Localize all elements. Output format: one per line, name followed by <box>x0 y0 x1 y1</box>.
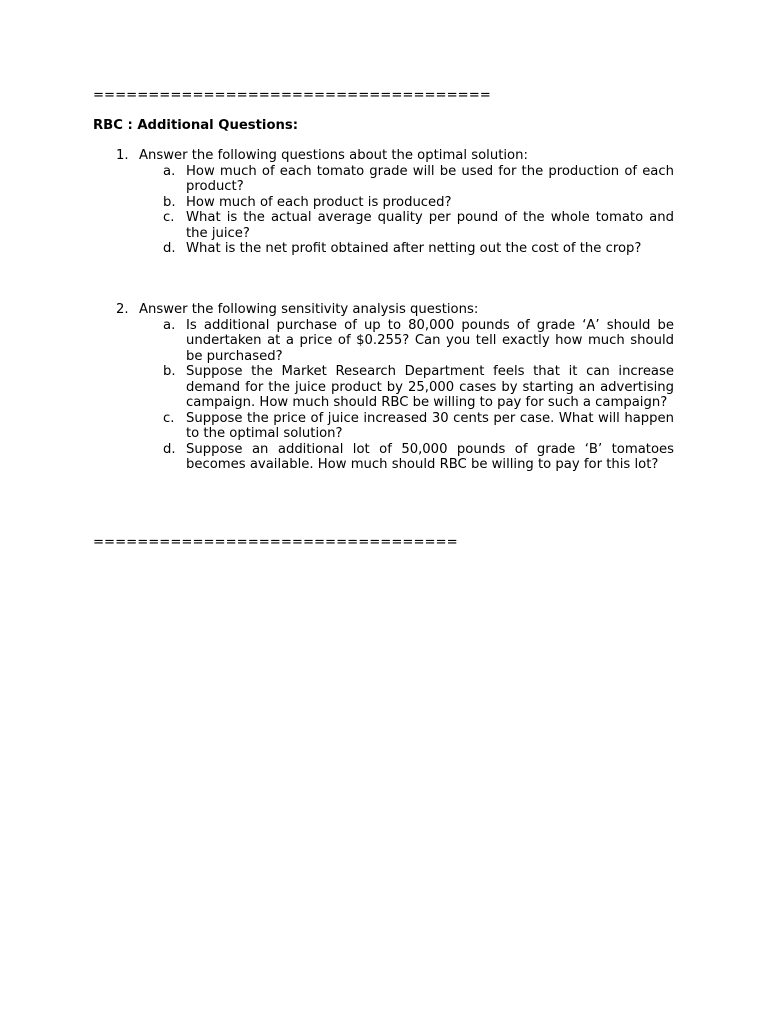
question-1-item-b <box>93 195 674 211</box>
question-2-item-a <box>93 318 674 365</box>
item-text: What is the actual average quality per pound of the whole tomato and the juice? <box>186 210 674 241</box>
question-1 <box>93 148 674 257</box>
item-letter: d. <box>163 241 176 256</box>
question-2-text: Answer the following sensitivity analysis questions: <box>139 302 479 317</box>
item-text: Suppose the Market Research Department feels that it can increase demand for the juice product by 25,000 cases by starting an advertising campaign. How much should RBC be willing to pay for such a campaign? <box>186 364 674 410</box>
item-letter: d. <box>163 441 176 457</box>
question-2-item-b <box>93 364 674 411</box>
question-1-item-c <box>93 210 674 241</box>
item-letter: b. <box>163 194 176 210</box>
item-letter: a. <box>163 317 176 333</box>
item-text: How much of each tomato grade will be used for the production of each product? <box>186 163 674 194</box>
item-letter: c. <box>163 210 175 225</box>
question-1-line <box>93 148 674 164</box>
question-2-number: 2. <box>116 302 129 317</box>
question-2 <box>93 302 674 473</box>
question-1-text: Answer the following questions about the optimal solution: <box>139 148 528 163</box>
item-letter: a. <box>163 163 176 179</box>
item-text: What is the net profit obtained after netting out the cost of the crop? <box>186 241 642 256</box>
question-1-item-a <box>93 164 674 195</box>
item-letter: b. <box>163 364 176 379</box>
question-1-item-d <box>93 241 674 257</box>
section-heading: RBC : Additional Questions: <box>93 118 299 133</box>
top-divider-rule: ==================================== <box>93 88 491 103</box>
question-2-item-d <box>93 442 674 473</box>
item-text: Suppose the price of juice increased 30 cents per case. What will happen to the optimal solution? <box>186 410 674 441</box>
question-2-line <box>93 302 674 318</box>
item-text: Is additional purchase of up to 80,000 pounds of grade ‘A’ should be undertaken at a price of $0.255? Can you tell exactly how much should be purchased? <box>186 317 674 364</box>
question-2-item-c <box>93 411 674 442</box>
question-1-number: 1. <box>116 148 129 163</box>
bottom-divider-rule: ================================= <box>93 535 458 550</box>
item-text: Suppose an additional lot of 50,000 pounds of grade ‘B’ tomatoes becomes available. How much should RBC be willing to pay for this lot? <box>186 441 674 472</box>
item-text: How much of each product is produced? <box>186 194 452 210</box>
item-letter: c. <box>163 410 175 426</box>
